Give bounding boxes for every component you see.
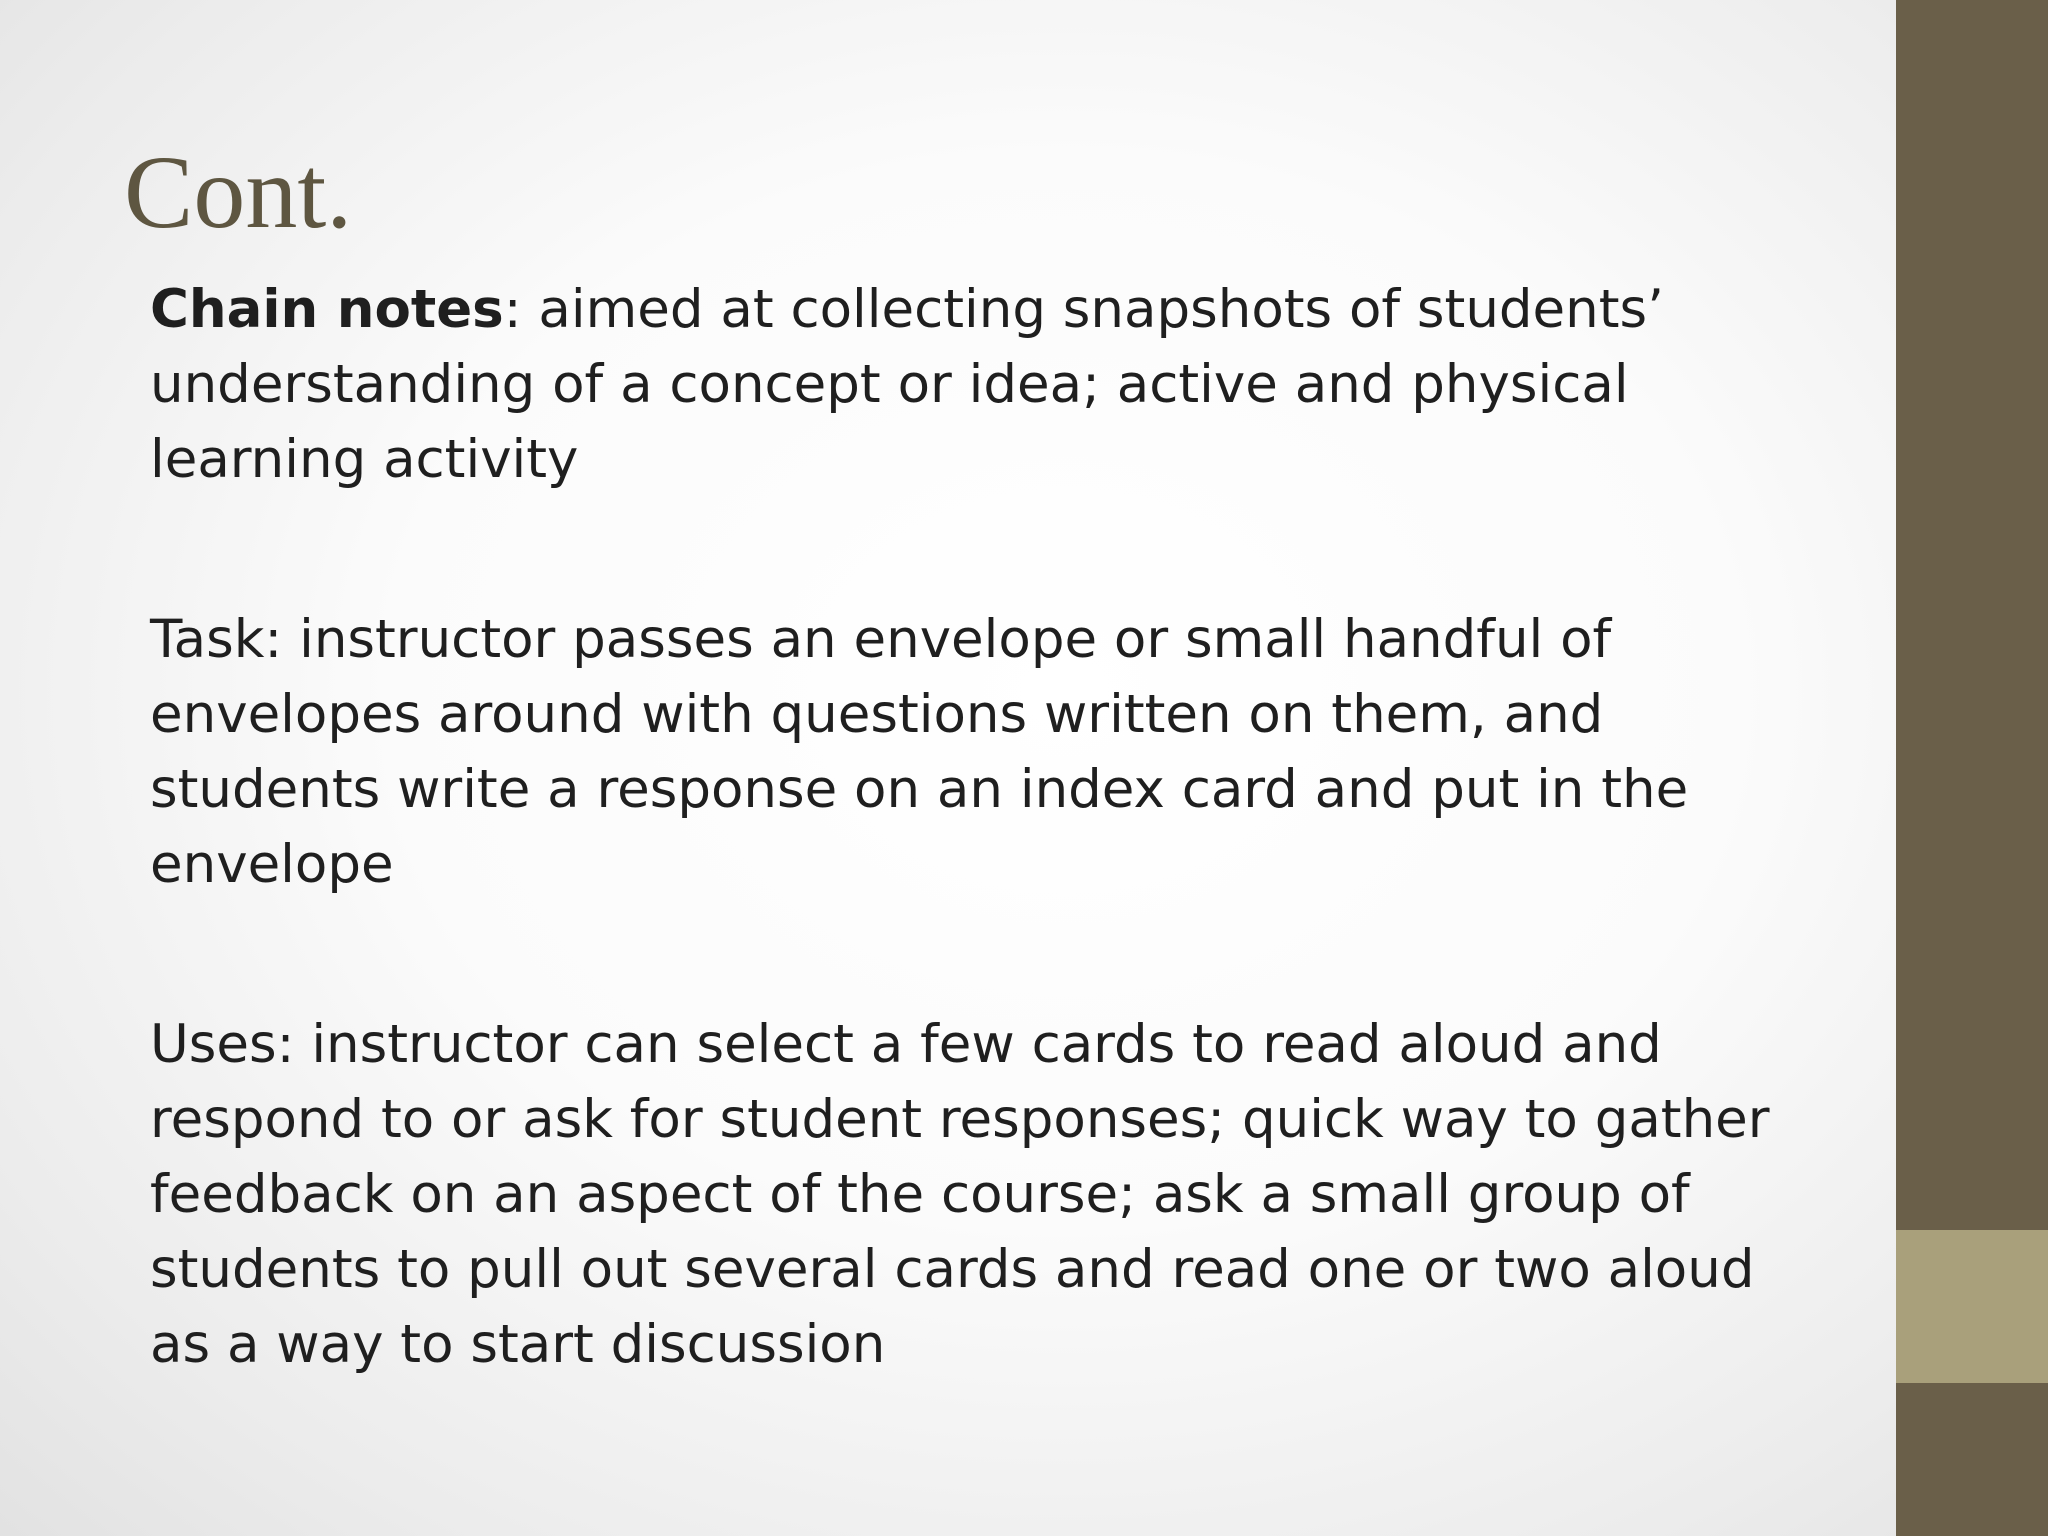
term-chain-notes: Chain notes xyxy=(150,279,504,340)
decorative-sidebar-accent xyxy=(1896,1230,2048,1383)
paragraph-chain-notes-text: : aimed at collecting snapshots of students’ understanding of a concept or idea; active and physical learning activity xyxy=(150,279,1664,490)
slide-body xyxy=(150,272,1810,1382)
paragraph-uses: Uses: instructor can select a few cards to read aloud and respond to or ask for student responses; quick way to gather feedback on an aspect of the course; ask a small group of students to pull out several cards and read one or two aloud as a way to start discussion xyxy=(150,1014,1770,1375)
slide-title: Cont. xyxy=(124,135,353,250)
paragraph-chain-notes xyxy=(150,272,1810,497)
paragraph-task: Task: instructor passes an envelope or small handful of envelopes around with questions written on them, and students write a response on an index card and put in the envelope xyxy=(150,609,1689,895)
